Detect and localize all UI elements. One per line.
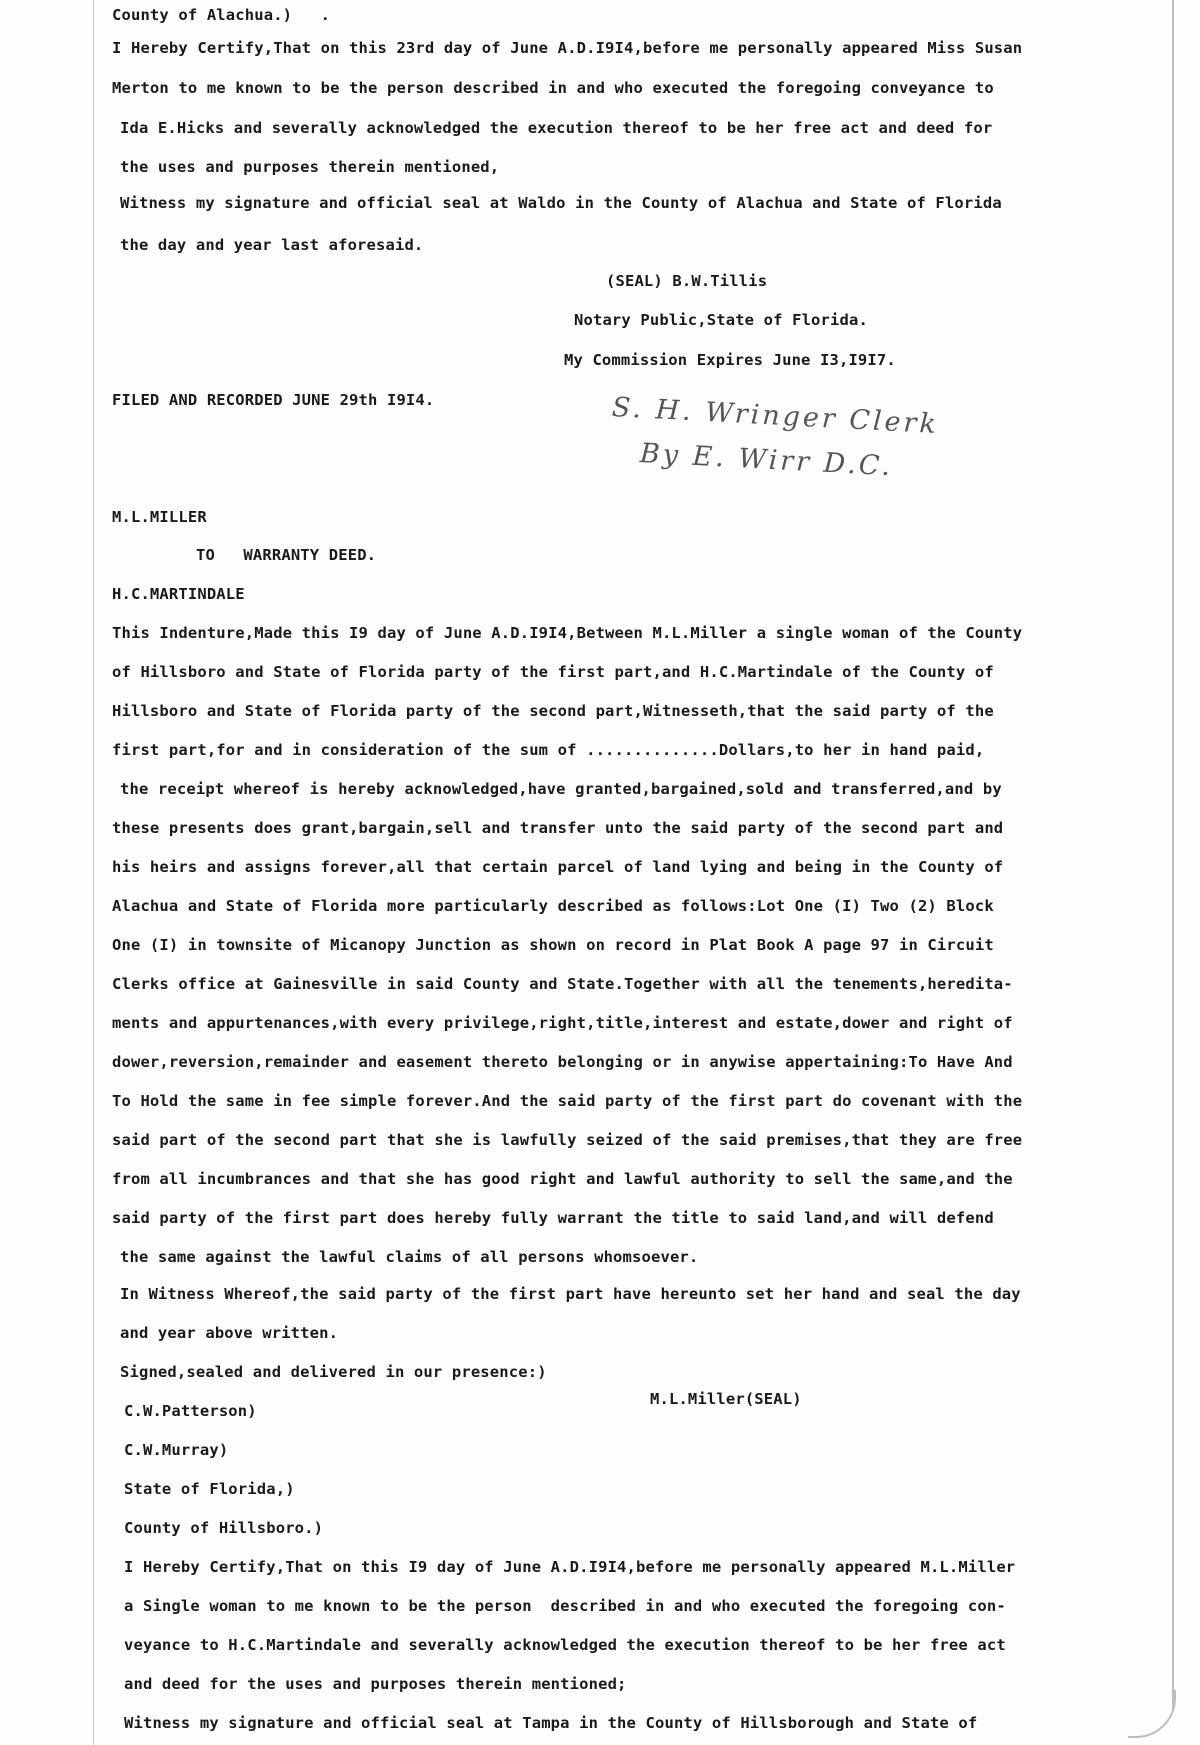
deed-line: Clerks office at Gainesville in said County and State.Together with all the tenements,heredita- <box>112 975 1013 993</box>
certificate-line: Witness my signature and official seal at Tampa in the County of Hillsborough and State of <box>124 1714 978 1732</box>
deed-line: his heirs and assigns forever,all that certain parcel of land lying and being in the County of <box>112 858 1004 876</box>
clerk-signature: S. H. Wringer Clerk <box>611 392 940 441</box>
margin-rule <box>93 0 94 1745</box>
deed-line: of Hillsboro and State of Florida party of the first part,and H.C.Martindale of the County of <box>112 663 994 681</box>
deed-line: from all incumbrances and that she has good right and lawful authority to sell the same,and the <box>112 1170 1013 1188</box>
witness-line: the day and year last aforesaid. <box>120 236 424 254</box>
certificate-line: the uses and purposes therein mentioned, <box>120 158 500 176</box>
certificate-line: veyance to H.C.Martindale and severally acknowledged the execution thereof to be her free act <box>124 1636 1006 1654</box>
witness-line: Witness my signature and official seal at Waldo in the County of Alachua and State of Florida <box>120 194 1002 212</box>
page-edge <box>1172 0 1174 1710</box>
certificate-line: a Single woman to me known to be the person described in and who executed the foregoing con- <box>124 1597 1006 1615</box>
deed-line: One (I) in townsite of Micanopy Junction as shown on record in Plat Book A page 97 in Circuit <box>112 936 994 954</box>
venue-county-hillsboro: County of Hillsboro.) <box>124 1519 324 1537</box>
witness-patterson: C.W.Patterson) <box>124 1402 257 1420</box>
in-witness-line: In Witness Whereof,the said party of the first part have hereunto set her hand and seal the day <box>120 1285 1021 1303</box>
page-corner <box>1128 1690 1176 1738</box>
deed-line: Hillsboro and State of Florida party of the second part,Witnesseth,that the said party of the <box>112 702 994 720</box>
notary-title: Notary Public,State of Florida. <box>574 311 868 329</box>
commission-expiry: My Commission Expires June I3,I9I7. <box>564 351 896 369</box>
deed-line: the same against the lawful claims of all persons whomsoever. <box>120 1248 699 1266</box>
deed-line: first part,for and in consideration of the sum of ..............Dollars,to her in hand paid, <box>112 741 985 759</box>
certificate-line: Ida E.Hicks and severally acknowledged the execution thereof to be her free act and deed for <box>120 119 993 137</box>
venue-state-florida: State of Florida,) <box>124 1480 295 1498</box>
deed-line: said part of the second part that she is lawfully seized of the said premises,that they are free <box>112 1131 1023 1149</box>
deed-line: these presents does grant,bargain,sell and transfer unto the said party of the second part and <box>112 819 1004 837</box>
certificate-line: I Hereby Certify,That on this 23rd day of June A.D.I9I4,before me personally appeared Miss Susan <box>112 39 1023 57</box>
in-witness-line: and year above written. <box>120 1324 339 1342</box>
deed-line: said party of the first part does hereby fully warrant the title to said land,and will defend <box>112 1209 994 1227</box>
deed-line: the receipt whereof is hereby acknowledged,have granted,bargained,sold and transferred,and by <box>120 780 1002 798</box>
deputy-clerk-signature: By E. Wirr D.C. <box>639 438 894 483</box>
grantee-name: H.C.MARTINDALE <box>112 585 245 603</box>
grantor-signature: M.L.Miller(SEAL) <box>650 1390 802 1408</box>
deed-line: ments and appurtenances,with every privilege,right,title,interest and estate,dower and right of <box>112 1014 1013 1032</box>
deed-line: To Hold the same in fee simple forever.And the said party of the first part do covenant with the <box>112 1092 1023 1110</box>
venue-county-alachua: County of Alachua.) . <box>112 6 331 24</box>
deed-line: Alachua and State of Florida more particularly described as follows:Lot One (I) Two (2) Block <box>112 897 994 915</box>
deed-line: dower,reversion,remainder and easement thereto belonging or in anywise appertaining:To Have And <box>112 1053 1013 1071</box>
deed-type: TO WARRANTY DEED. <box>196 546 377 564</box>
deed-line: This Indenture,Made this I9 day of June A.D.I9I4,Between M.L.Miller a single woman of the County <box>112 624 1023 642</box>
signed-sealed-line: Signed,sealed and delivered in our presence:) <box>120 1363 547 1381</box>
certificate-line: and deed for the uses and purposes therein mentioned; <box>124 1675 627 1693</box>
witness-murray: C.W.Murray) <box>124 1441 229 1459</box>
notary-signature: (SEAL) B.W.Tillis <box>606 272 768 290</box>
grantor-name: M.L.MILLER <box>112 508 207 526</box>
filed-and-recorded: FILED AND RECORDED JUNE 29th I9I4. <box>112 391 435 409</box>
certificate-line: Merton to me known to be the person described in and who executed the foregoing conveyance to <box>112 79 994 97</box>
certificate-line: I Hereby Certify,That on this I9 day of June A.D.I9I4,before me personally appeared M.L.Miller <box>124 1558 1016 1576</box>
